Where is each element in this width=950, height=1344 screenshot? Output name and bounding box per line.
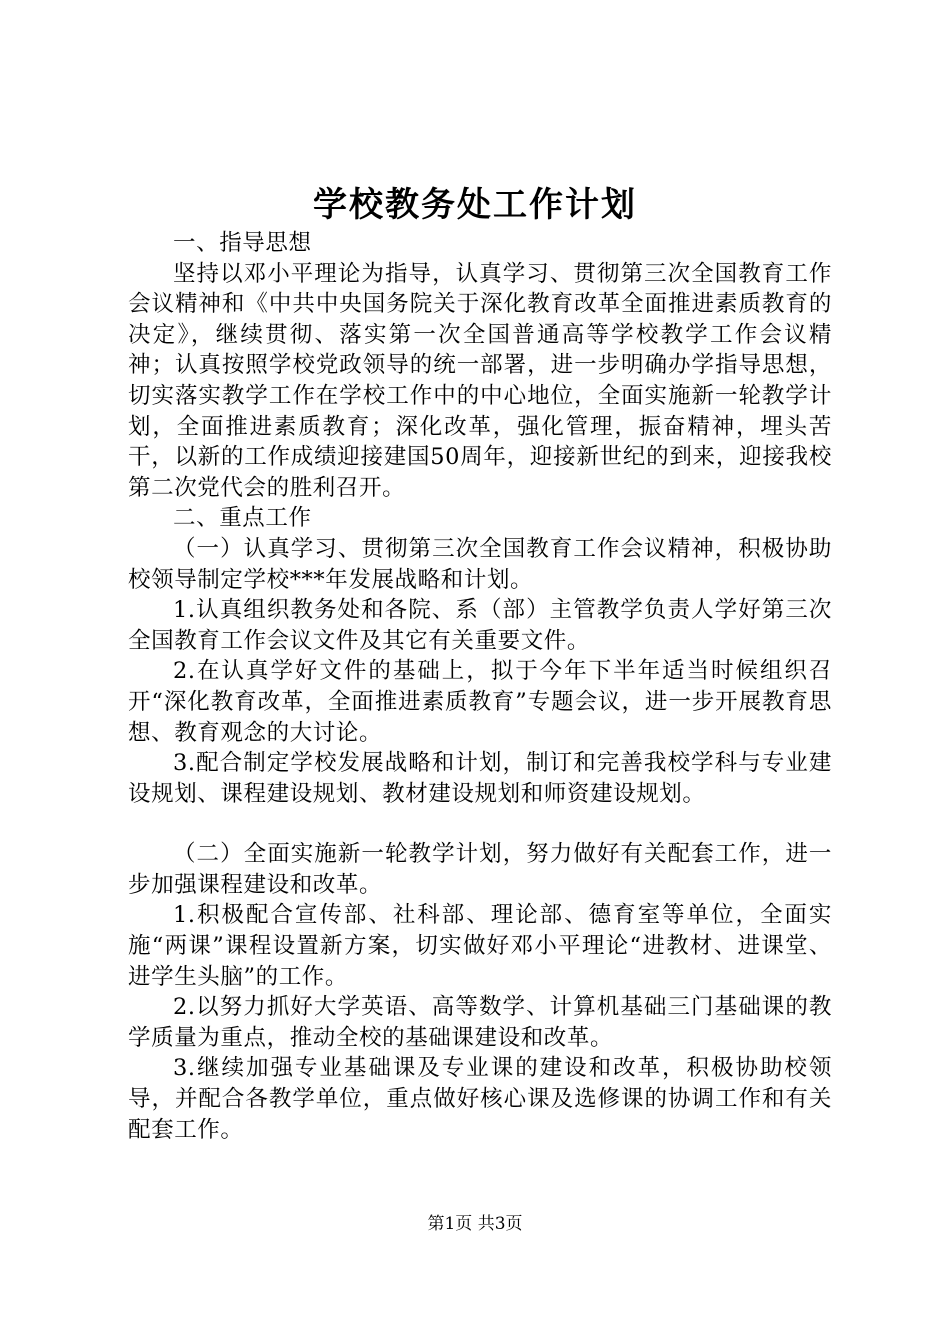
subsection-heading: （一）认真学习、贯彻第三次全国教育工作会议精神，积极协助校领导制定学校***年发展战略和计划。 [128,535,832,593]
list-item: 3.配合制定学校发展战略和计划，制订和完善我校学科与专业建设规划、课程建设规划、教材建设规划和师资建设规划。 [128,750,832,807]
list-item: 2.以努力抓好大学英语、高等数学、计算机基础三门基础课的教学质量为重点，推动全校的基础课建设和改革。 [128,994,832,1051]
section-heading: 二、重点工作 [173,505,312,532]
list-item: 1.认真组织教务处和各院、系（部）主管教学负责人学好第三次全国教育工作会议文件及其它有关重要文件。 [128,597,832,654]
list-item: 2.在认真学好文件的基础上，拟于今年下半年适当时候组织召开“深化教育改革，全面推进素质教育”专题会议，进一步开展教育思想、教育观念的大讨论。 [128,658,832,746]
subsection-heading: （二）全面实施新一轮教学计划，努力做好有关配套工作，进一步加强课程建设和改革。 [128,841,832,898]
body-paragraph: 坚持以邓小平理论为指导，认真学习、贯彻第三次全国教育工作会议精神和《中共中央国务院关于深化教育改革全面推进素质教育的决定》，继续贯彻、落实第一次全国普通高等学校教学工作会议精神；认真按照学校党政领导的统一部署，进一步明确办学指导思想，切实落实教学工作在学校工作中的中心地位，全面实施新一轮教学计划，全面推进素质教育；深化改革，强化管理，振奋精神，埋头苦干，以新的工作成绩迎接建国50周年，迎接新世纪的到来，迎接我校第二次党代会的胜利召开。 [128,260,832,501]
list-item: 3.继续加强专业基础课及专业课的建设和改革，积极协助校领导，并配合各教学单位，重点做好核心课及选修课的协调工作和有关配套工作。 [128,1055,832,1143]
list-item: 1.积极配合宣传部、社科部、理论部、德育室等单位，全面实施“两课”课程设置新方案，切实做好邓小平理论“进教材、进课堂、进学生头脑”的工作。 [128,902,832,990]
page-footer: 第1页 共3页 [427,1214,523,1234]
document-title: 学校教务处工作计划 [313,185,637,225]
section-heading: 一、指导思想 [173,230,312,256]
document-body [128,228,832,1145]
